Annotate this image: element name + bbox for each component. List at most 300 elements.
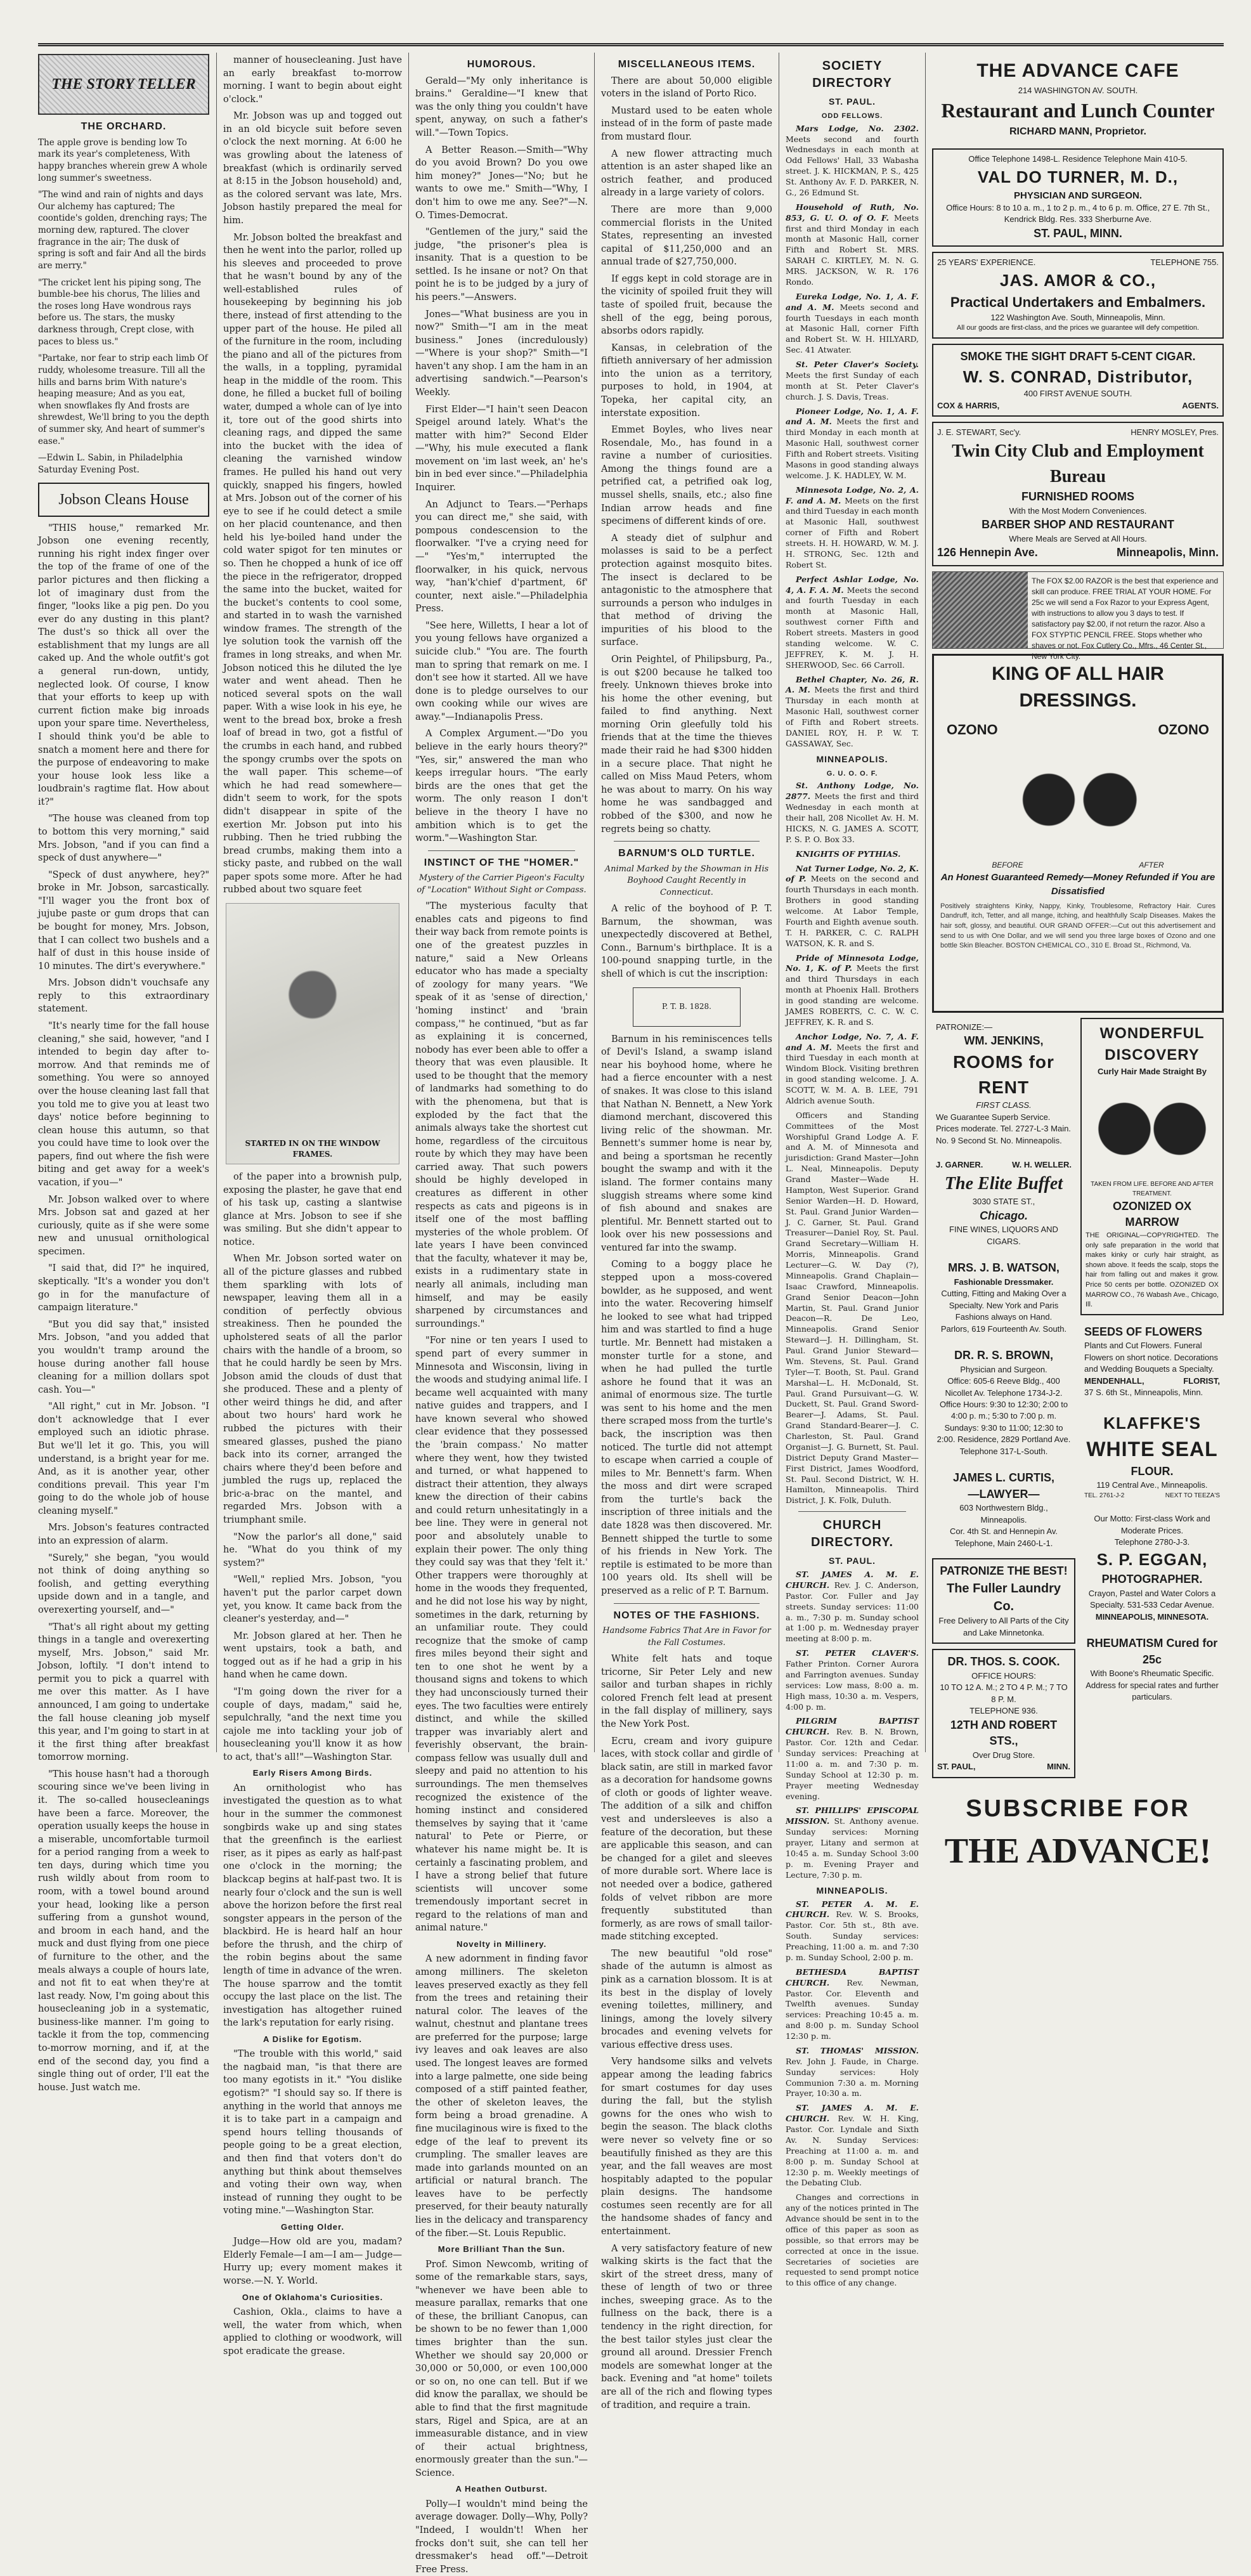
lodge-entry xyxy=(786,292,919,356)
buffet-name: The Elite Buffet xyxy=(944,1173,1063,1194)
church-entry xyxy=(786,1967,919,2042)
early-risers-text: An ornithologist who has investigated the question as to what hour in the summer the commonest songbirds wake up and sing states that the greenfinch is the earliest riser, as it pipes as early as half-past one o'clock in the morning; the blackcap begins at half-past two. It is nearly four o'clock and the sun is well above the horizon before the first real songster appears in the person of the blackbird. He is heard half an hour before the thrush, and the chirp of the robin begins about the same length of time in advance of the wren. The house sparrow and the tomtit occupy the last place on the list. The investigation has altogether ruined the lark's reputation for early rising. xyxy=(223,1783,402,2029)
article-paragraph: "This house hasn't had a thorough scouring since we've been living in it. The so-called housecleanings have been a farce. Moreover, the operation usually keeps the house in a miserable, uncomfortable turmoil for a period ranging from a week to ten days, during which time you rush wildly about from room to room, with a towel bound around your head, looking like a person suffering from a gunshot wound, and broom in each hand, and the muck and dust flying from one piece of furniture to the other, and the meals always a couple of hours late, and not fit to eat when they're at last ready. Now, I'm going about this housecleaning job in a systematic, business-like manner. I'm going to tackle it from the top, commencing to-morrow morning, and if, at the end of the second day, you find a single thing out of order, I'll eat the house. Just watch me. xyxy=(38,1769,209,2093)
article-paragraph: Mrs. Jobson's features contracted into an expression of alarm. xyxy=(38,1523,209,1547)
mpls-churches xyxy=(786,1899,919,2189)
column-ads xyxy=(932,54,1224,1871)
lodge-entry-name: St. Peter Claver's Society. xyxy=(796,360,919,370)
buffet-owner-right: W. H. WELLER. xyxy=(1012,1160,1072,1170)
misc-item: A new flower attracting much attention is an aster shaped like an ostrich feather, and produced already in a large variety of colors. xyxy=(601,148,772,198)
article-paragraph: "Well," replied Mrs. Jobson, "you haven't put the parlor carpet down yet, you know. It came back from the cleaner's yesterday, and—" xyxy=(223,1575,402,1625)
article-paragraph: A very satisfactory feature of new walking skirts is the fact that the skirt of the street dress, many of these of length of two or three inches, sweeping grace. As to the fullness on the back, there is a tendency in the right direction, for the best tailor styles just clear the ground all around. Dressier French models are somewhat longer at the back. Evening and "at home" toilets are all of the rich and flowing types of tradition, and require a train. xyxy=(601,2243,772,2410)
story-teller-banner: THE STORY TELLER xyxy=(38,54,209,115)
church-stpaul: ST. PAUL. xyxy=(828,1556,876,1566)
dr-cook-ad xyxy=(932,1649,1075,1778)
separator xyxy=(428,850,575,851)
dr-brown-ad xyxy=(932,1344,1075,1461)
misc-items xyxy=(601,75,772,836)
society-stpaul: ST. PAUL. xyxy=(828,96,876,107)
brilliant-text: Prof. Simon Newcomb, writing of some of the remarkable stars, says, "whenever we have been able to measure parallax, remarks that one of these, the brilliant Canopus, can be shown to be no fewer than 1,000 times brighter than the sun. Whether we should say 20,000 or 30,000 or 50,000, or even 100,000 or so on, no one can tell. But if we did know the parallax, we should be able to find that the first magnitude stars, Rigel and Spica, are at an immeasurable distance, and in view of their actual brightness, enormously greater than the sun."—Science. xyxy=(415,2259,588,2478)
cook-over: Over Drug Store. xyxy=(972,1750,1035,1760)
ozono-tagline: An Honest Guaranteed Remedy—Money Refunded if You are Dissatisfied xyxy=(940,872,1215,897)
amor-note: All our goods are first-class, and the prices we guarantee will defy competition. xyxy=(956,324,1200,332)
cook-hours-label: OFFICE HOURS: xyxy=(971,1670,1036,1681)
cook-telephone: TELEPHONE 936. xyxy=(969,1706,1038,1716)
article-paragraph: of the paper into a brownish pulp, exposing the plaster, he gave that end of his task up, casting a slantwise glance at Mrs. Jobson to see if she was smiling. But she didn't appear to notice. xyxy=(223,1172,402,1247)
eggan-name: S. P. EGGAN, xyxy=(1096,1550,1208,1570)
article-paragraph: "Now the parlor's all done," said he. "What do you think of my system?" xyxy=(223,1532,402,1568)
church-entry-text: Rev. B. N. Brown, Pastor. Cor. 12th and Cedar. Sunday services: Preaching at 11:00 a. m. and 7:30 p. m. Sunday School at 12:30 p. m. Prayer meeting Wednesday evening. xyxy=(786,1727,919,1801)
article-paragraph: "But you did say that," insisted Mrs. Jobson, "and you added that you wouldn't tramp around the house during another fall house cleaning for a million dollars spot cash. You—" xyxy=(38,1319,209,1395)
egotism-title: A Dislike for Egotism. xyxy=(263,2034,362,2044)
column-rule xyxy=(925,53,926,1752)
ozono-word-left: OZONO xyxy=(947,722,998,738)
eggan-photographer-ad xyxy=(1080,1509,1224,1627)
poem-title: THE ORCHARD. xyxy=(81,121,167,132)
fuller-text: Free Delivery to All Parts of the City and Lake Minnetonka. xyxy=(938,1616,1069,1637)
church-entry-name: ST. PETER CLAVER'S. xyxy=(796,1648,919,1658)
club-city: Minneapolis, Minn. xyxy=(1117,546,1219,559)
article-paragraph: "I'm going down the river for a couple of days, madam," said he, sepulchrally, "and the next time you cajole me into tackling your job of housecleaning you'll know it as how to act, that's all!"—Washington Star. xyxy=(223,1686,402,1762)
novelty-text: A new adornment in finding favor among milliners. The skeleton leaves preserved exactly as they fell from the trees and retaining their natural color. The leaves of the walnut, chestnut and plantane trees are preferred for the purpose; large ivy leaves and oak leaves are also used. The longest leaves are formed into a large palmette, one side being composed of a stiff painted feather, the other of skeleton leaves, the form being a broad grenadine. A fine mucilaginous wire is fixed to the edge of the leaf to prevent its crumpling. The smaller leaves are made into garlands mounted on an artificial or natural branch. The leaves have to be perfectly preserved, for their beauty naturally lies in the delicacy and transparency of the fiber.—St. Louis Republic. xyxy=(415,1954,588,2239)
wonderful-caption: TAKEN FROM LIFE. BEFORE AND AFTER TREATMENT. xyxy=(1091,1181,1214,1197)
seeds-address: 37 S. 6th St., Minneapolis, Minn. xyxy=(1084,1388,1203,1398)
misc-item: Kansas, in celebration of the fiftieth anniversary of her admission into the union as a territory, purposes to hold, in 1904, at Topeka, her capital city, an interstate exposition. xyxy=(601,342,772,419)
odd-fellows: ODD FELLOWS. xyxy=(821,112,883,120)
oklahoma-title: One of Oklahoma's Curiosities. xyxy=(242,2292,384,2302)
doctor-hours: Office Hours: 8 to 10 a. m., 1 to 2 p. m., 4 to 6 p. m. Office, 27 E. 7th St., Kendrick Bldg. Res. 333 Sherburne Ave. xyxy=(946,202,1210,224)
joke-item: Gerald—"My only inheritance is brains." Geraldine—"I knew that was the only thing you couldn't have spent, anyway, on such a father's will."—Town Topics. xyxy=(415,75,588,139)
heathen-text: Polly—I wouldn't mind being the average dowager. Dolly—Why, Polly? "Indeed, I wouldn't! When her frocks don't suit, she can tell her dressmaker's head off."—Detroit Free Press. xyxy=(415,2499,588,2575)
elite-buffet-ad xyxy=(932,1155,1075,1251)
cigar-distributor: W. S. CONRAD, Distributor, xyxy=(963,367,1193,386)
klaffke-tel: TEL. 2761-J-2 xyxy=(1084,1492,1125,1499)
brown-name: DR. R. S. BROWN, xyxy=(954,1349,1053,1362)
curtis-title: —LAWYER— xyxy=(968,1487,1040,1500)
cafe-address: 214 WASHINGTON AV. SOUTH. xyxy=(1018,85,1138,95)
article-paragraph: Mr. Jobson glared at her. Then he went upstairs, took a bath, and togged out as if he had a grip in his hand when he came down. xyxy=(223,1630,402,1681)
cigar-line: SMOKE THE SIGHT DRAFT 5-CENT CIGAR. xyxy=(960,349,1196,363)
eggan-text: Crayon, Pastel and Water Colors a Specialty. 531-533 Cedar Avenue. xyxy=(1088,1588,1216,1610)
church-entry-name: ST. JAMES A. M. E. CHURCH. xyxy=(786,1570,919,1590)
eggan-city: MINNEAPOLIS, MINNESOTA. xyxy=(1095,1611,1209,1622)
lodge-entry xyxy=(786,202,919,288)
wonderful-subtitle: Curly Hair Made Straight By xyxy=(1098,1066,1207,1076)
seeds-title: SEEDS OF FLOWERS xyxy=(1084,1325,1203,1338)
lodge-entry-text: Meets the first and third Monday in each month at Masonic Hall, southwest corner Fifth and Robert streets. Visiting Masons in good standing always welcome. J. K. HADLEY, W. M. xyxy=(786,417,919,480)
egotism-text: "The trouble with this world," said the nagbaid man, "is that there are too many egotists in it." "You dislike egotism?" "I should say so. If there is anything in the world that annoys me it is to take part in a campaign and spend hours telling thousands of people going to be a great election, and then find that voters don't do anything but think about themselves and voting their own way, when instead of running they ought to be voting mine."—Washington Star. xyxy=(223,2049,402,2216)
lodge-entry-text: Meets on the second and fourth Thursdays in each month. Brothers in good standing welcome. At Labor Temple, Fourth and Eighth avenue south. T. H. PARKER, C. C. RALPH WATSON, K. R. and S. xyxy=(786,874,919,948)
seeds-name: MENDENHALL, xyxy=(1084,1376,1144,1386)
lodge-entry-name: KNIGHTS OF PYTHIAS. xyxy=(796,849,901,859)
rooms-title: ROOMS for RENT xyxy=(953,1051,1054,1097)
cook-name: DR. THOS. S. COOK. xyxy=(947,1655,1060,1669)
column-miscellaneous xyxy=(601,54,772,2410)
article-paragraph: Ecru, cream and ivory guipure laces, with stock collar and girdle of black satin, are still in marked favor as a decoration for handsome gowns of cloth or goods of lighter weave. The addition of a silk and chiffon vest and undersleeves is also a feature of the decoration, but these are applicable this season, and can be changed for a gilet and sleeves of more durable sort. Where lace is not needed over a bodice, gathered folds of velvet ribbon are more frequently substituted than formerly, as are rows of small tailor-made stitching excepted. xyxy=(601,1736,772,1942)
misc-item: If eggs kept in cold storage are in the vicinity of spoiled fruit they will taste of spoiled fruit, because the shell of the egg, being porous, absorbs odors rapidly. xyxy=(601,273,772,337)
lodge-entry-name: Bethel Chapter, No. 26, R. A. M. xyxy=(786,674,919,695)
joke-item: "Gentlemen of the jury," said the judge, "the prisoner's plea is insanity. That is a question to be settled. Is he insane or not? On that point he is to be judged by a jury of his peers."—Answers. xyxy=(415,227,588,302)
cook-city: ST. PAUL, xyxy=(937,1762,976,1772)
lodge-entry-text: Meets first and third Monday in each month at Masonic Hall, corner Fifth and Robert St. MRS. SARAH C. KIRTLEY, M. N. G. MRS. JACKSON, W. R. 176 Rondo. xyxy=(786,212,919,287)
grand-lodge-officers: Officers and Standing Committees of the Most Worshipful Grand Lodge A. F. and A. M. of Minnesota and jurisdiction: Grand Master—John L. Neal, Minneapolis. Deputy Grand Master—Wade H. Hampton, West Superior. Grand Senior Warden—H. D. Howard, St. Paul. Grand Junior Warden—J. C. Garner, St. Paul. Grand Treasurer—Daniel Roy, St. Paul. Grand Secretary—William H. Morris, Minneapolis. Grand Lecturer—G. W. Day (?), Minneapolis. Grand Chaplain—Isaac Crawford, Minneapolis. Grand Senior Deacon—John Martin, St. Paul. Grand Junior Deacon—R. De Leo, Minneapolis. Grand Senior Steward—J. H. Dillingham, St. Paul. Grand Junior Steward—Wm. Stevens, St. Paul. Grand Tyler—T. Booth, St. Paul. Grand Marshal—L. H. McDonald, St. Paul. Grand Pursuivant—G. W. Duckett, St. Paul. Grand Sword-Bearer—J. Adams, St. Paul. Grand Standard-Bearer—J. C. Charleston, St. Paul. Grand Organist—J. G. Burnett, St. Paul. District Deputy Grand Master—First District, James Woodford, St. Paul. Second District, W. H. Hamilton, Minneapolis. Third District, J. K. Folk, Duluth. xyxy=(786,1110,919,1506)
closing-note: Changes and corrections in any of the notices printed in The Advance should be sent in to the office of this paper as soon as possible, so that errors may be corrected at once in the issue. Secretaries of societies are requested to send prompt notice to this office of any change. xyxy=(786,2192,919,2288)
club-rooms: FURNISHED ROOMS xyxy=(1021,490,1134,504)
joke-item: Jones—"What business are you in now?" Smith—"I am in the meat business." Jones (incredulously)—"Where is your shop?" Smith—"I haven't any shop. I am the ham in an advertising sandwich."—Pearson's Weekly. xyxy=(415,309,588,398)
subscribe-banner xyxy=(932,1792,1224,1877)
cigar-agents-label: AGENTS. xyxy=(1182,400,1219,410)
church-entry-name: ST. JAMES A. M. E. CHURCH. xyxy=(786,2103,919,2124)
misc-item: There are about 50,000 eligible voters in the island of Porto Rico. xyxy=(601,75,772,100)
lodge-entry-text: Meets on the first and third Tuesday in each month at Masonic Hall, southwest corner of Fifth and Robert streets. H. H. HOWARD, W. M. J. H. STRONG, Sec. 12th and Robert St. xyxy=(786,495,919,569)
watson-title: Fashionable Dressmaker. xyxy=(954,1277,1054,1287)
doctor-name: VAL DO TURNER, M. D., xyxy=(977,167,1179,186)
illustration-caption: STARTED IN ON THE WINDOW FRAMES. xyxy=(245,1138,380,1159)
joke-item: A Complex Argument.—"Do you believe in the early hours theory?" "Yes, sir," answered the man who keeps irregular hours. "The early birds are the ones that get the worm. The only reason I don't believe in the theory I have no ambition which is to get the worm."—Washington Star. xyxy=(415,729,588,844)
poem-stanza: —Edwin L. Sabin, in Philadelphia Saturday Evening Post. xyxy=(38,453,183,475)
lodge-entry-name: St. Anthony Lodge, No. 2877. xyxy=(786,781,919,802)
klaffke-flour: FLOUR. xyxy=(1131,1464,1174,1478)
brilliant-title: More Brilliant Than the Sun. xyxy=(438,2244,566,2254)
society-minneapolis: MINNEAPOLIS. xyxy=(816,753,888,764)
klaffke-address: 119 Central Ave., Minneapolis. xyxy=(1096,1480,1208,1490)
poem-stanza: "The wind and rain of nights and days Our alchemy has captured; The coontide's golden, drenching rays; The morning dew, raptured. The clover fragrance in the air; The dusk of spring is soft and fair And all the birds are merry." xyxy=(38,190,207,271)
church-entry-name: ST. THOMAS' MISSION. xyxy=(796,2045,919,2055)
cafe-name: THE ADVANCE CAFE xyxy=(976,60,1179,81)
article-paragraph: Mr. Jobson bolted the breakfast and then he went into the parlor, rolled up his sleeves and proceeded to prove that he wasn't bound by any of the well-established rules of housekeeping by beginning his job there, instead of first attending to the upper part of the house. He piled all of the furniture in the room, including the piano and all of the pictures from the walls, in a toppling, pyramidal heap in the middle of the room. This done, he filled a bucket full of boiling water, dumped a whole can of lye into it, tore out of the good shirts into cleaning rags, and dipped the same into the bucket with the idea of cleaning the varnished window frames. He pulled his hand out very quickly, snapped his fingers, howled at Mrs. Jobson out of the corner of his eye to see if he could detect a smile on her placid countenance, and then held his lye-boiled hand under the cold water spigot for ten minutes or so. Then he chopped a hunk of ice off the piece in the refrigerator, dropped the same into the bucket, waited for the bucket's contents to cool some, and started in to wash the varnished window frames. The strength of the lye solution took the varnish off the frames in long streaks, and when Mr. Jobson noticed this he diluted the lye water and went ahead. Then he noticed several spots on the wall paper. With a wise look in his eye, he went to the bread box, broke a fresh loaf of bread in two, got a fistful of the crumbs in each hand, and rubbed the spongy crumbs over the spots on the wall paper. This scheme—of which he had read somewhere—didn't seem to work, for the spots didn't disappear in spite of the exertion Mr. Jobson put into his rubbing. Then he tried rubbing the bread crumbs, making them into a sticky paste, and rubbed on the wall paper spots some more. After he had rubbed about two square feet xyxy=(223,232,402,895)
church-entry-name: PILGRIM BAPTIST CHURCH. xyxy=(786,1716,919,1737)
church-entry xyxy=(786,1570,919,1644)
misc-item: A steady diet of sulphur and molasses is said to be a perfect protection against mosquito bites. The insect is declared to be antagonistic to the atmosphere that surrounds a person who indulges in that method of driving the impurities of his blood to the surface. xyxy=(601,533,772,648)
cigar-address: 400 FIRST AVENUE SOUTH. xyxy=(1023,389,1132,399)
lodge-entry xyxy=(786,849,919,860)
fuller-laundry-ad xyxy=(932,1558,1075,1644)
doctor-city: ST. PAUL, MINN. xyxy=(1034,226,1122,240)
lodge-entry-text: Meets the first and third Wednesday in each month at their hall, 208 Nicollet Av. H. M. HICKS, N. G. JAMES A. SCOTT, P. S. P. O. Box 33. xyxy=(786,791,919,844)
doctor-title: PHYSICIAN AND SURGEON. xyxy=(1014,190,1142,201)
fashion-article xyxy=(601,1653,772,2412)
jobson-continued xyxy=(223,54,402,897)
lodge-entry xyxy=(786,407,919,481)
club-president: HENRY MOSLEY, Pres. xyxy=(1131,427,1219,438)
article-paragraph: When Mr. Jobson sorted water on all of the picture glasses and rubbed them sparkling with lots of newspaper, leaving them all in a condition of perfectly obvious streakiness. Then he pounded the upholstered seats of all the parlor chairs with the handle of a broom, so that he could hardly be seen by Mrs. Jobson amid the clouds of dust that she produced. These and a plenty of other weird things he did, and after about two hours' hard work he rubbed the pictures with their smeared glasses, pushed the piano back into its corner, arranged the chairs where they'd been before and jumbled the rugs up, replaced the bric-a-brac on the mantel, and regarded Mrs. Jobson with a triumphant smile. xyxy=(223,1254,402,1526)
club-hours: Where Meals are Served at All Hours. xyxy=(1009,533,1147,543)
article-paragraph: "All right," cut in Mr. Jobson. "I don't acknowledge that I ever employed such an idiotic phrase. But we'll let it go. This, you will understand, is a bright year for me. And, as it is another year, other conditions prevail. This year I'm going to do the whole job of house cleaning myself." xyxy=(38,1402,209,1516)
lodge-entry-name: Pride of Minnesota Lodge, No. 1, K. of P. xyxy=(786,953,919,973)
razor-image xyxy=(933,572,1028,648)
church-entry-text: Rev. J. C. Anderson, Pastor. Cor. Fuller and Jay streets. Sunday services: 11:00 a. m., 7:30 p. m. Sunday school at 1:00 p. m. Wednesday prayer meeting at 8:00 p. m. xyxy=(786,1580,919,1644)
seeds-role: FLORIST, xyxy=(1183,1376,1220,1386)
lodge-entry xyxy=(786,1032,919,1107)
homer-article xyxy=(415,900,588,1935)
club-name: Twin City Club and Employment Bureau xyxy=(952,441,1204,486)
article-paragraph: "THIS house," remarked Mr. Jobson one evening recently, running his right index finger over the top of the frame of one of the parlor pictures and then flicking a lot of imaginary dust from the finger, "looks like a pig pen. Do you ever do any dusting in this plant? The dust's so thick all over the establishment that my lungs are all caked up. And the whole outfit's got a general run-down, untidy, neglected look. Of course, I know that your efforts to keep up with current fiction make big inroads upon your spare time. Nevertheless, I should think you'd be able to snatch a moment here and there for the purpose of endeavoring to make your house look less like a loudbrain's ragtime flat. How about it?" xyxy=(38,523,209,807)
church-entry-text: Rev. W. H. King, Pastor. Cor. Lyndale and Sixth Av. N. Sunday Services: Preaching at 11:00 a. m. and 8:00 p. m. Sunday School at 12:30 p. m. Weekly meetings of the Debating Club. xyxy=(786,2114,919,2188)
column-rule xyxy=(594,53,595,1752)
lodge-entry-text: Meets second and fourth Tuesdays in each month at Masonic Hall, corner Fifth and Robert St. W. H. HILYARD, Sec. 41 Atwater. xyxy=(786,302,919,355)
advance-cafe-ad xyxy=(932,54,1224,143)
cook-address: 12TH AND ROBERT STS., xyxy=(950,1718,1058,1748)
curtis-telephone: Telephone, Main 2460-L-1. xyxy=(954,1538,1053,1548)
buffet-goods: FINE WINES, LIQUORS AND CIGARS. xyxy=(949,1225,1058,1246)
razor-text: The FOX $2.00 RAZOR is the best that experience and skill can produce. FREE TRIAL AT YOUR HOME. For 25c we will send a Fox Razor to your Express Agent, with instructions to allow you 3 days to test. If satisfactory pay $2.00, if not return the razor. Also a FOX STYPTIC PENCIL FREE. Stops whether who shaves or not. Fox Cutlery Co., Mfrs., 46 Center St., New York City. xyxy=(1032,576,1219,661)
lodge-entry-text: Meets the first Sunday of each month at St. Peter Claver's church. J. S. Davis, Treas. xyxy=(786,370,919,401)
amor-name: JAS. AMOR & CO., xyxy=(999,270,1157,290)
eggan-role: PHOTOGRAPHER. xyxy=(1101,1573,1203,1586)
subscribe-line-2: THE ADVANCE! xyxy=(944,1831,1212,1871)
poem-stanza: The apple grove is bending low To mark its year's completeness, With happy branches wherein grew A whole long summer's sweetness. xyxy=(38,137,207,183)
article-paragraph: Very handsome silks and velvets appear among the leading fabrics for smart costumes for day uses during the fall, but the stylish gowns for the ones who wish to begin the season. The black cloths were never so velvety fine or so beautifully finished as they are this year, and the fall weaves are most hospitably adapted to the popular plain designs. The handsome costumes seen recently are for all the handsome shades of fancy and entertainment. xyxy=(601,2057,772,2237)
misc-item: Orin Peightel, of Philipsburg, Pa., is out $200 because he talked too freely. Unknown thieves broke into his home the other evening, but failed to find anything. Next morning Orin gleefully told his friends that at the time the thieves made their raid he had $300 hidden in a secure place. That night he called on Miss Maud Peters, whom he was about to marry. On his way home he was sandbagged and robbed of the $300, and now he regrets being so chatty. xyxy=(601,654,772,835)
church-entry-text: Rev. John J. Faude, in Charge. Sunday services: Holy Communion 7:30 a. m. Morning Prayer, 10:30 a. m. xyxy=(786,2056,919,2098)
rooms-class: FIRST CLASS. xyxy=(976,1100,1032,1110)
oklahoma-text: Cashion, Okla., claims to have a well, the water from which, when applied to clothing or woodwork, will spot eradicate the grease. xyxy=(223,2307,402,2357)
turtle-intro: A relic of the boyhood of P. T. Barnum, the showman, was unexpectedly discovered at Bethel, Conn., Barnum's birthplace. It is a 100-pound snapping turtle, in the shell of which is cut the inscription: xyxy=(601,904,772,980)
buffet-city: Chicago. xyxy=(979,1209,1028,1222)
klaffke-product: WHITE SEAL xyxy=(1086,1437,1218,1460)
newspaper-page xyxy=(38,43,1224,2575)
eggan-motto: Our Motto: First-class Work and Moderate Prices. xyxy=(1094,1514,1210,1535)
seeds-text: Plants and Cut Flowers. Funeral Flowers on short notice. Decorations and Wedding Bouquets a Specialty. xyxy=(1084,1341,1218,1374)
article-paragraph: Mrs. Jobson didn't vouchsafe any reply to this extraordinary statement. xyxy=(38,978,209,1015)
older-title: Getting Older. xyxy=(281,2221,344,2232)
curtis-lawyer-ad xyxy=(932,1466,1075,1553)
church-entry-name: ST. PHILLIPS' EPISCOPAL MISSION. xyxy=(786,1805,919,1826)
column-rule xyxy=(216,53,217,1752)
humorous-title: HUMOROUS. xyxy=(467,59,536,70)
stpaul-churches xyxy=(786,1570,919,1881)
ozono-title: KING OF ALL HAIR DRESSINGS. xyxy=(992,663,1164,712)
watson-dressmaker-ad xyxy=(932,1256,1075,1339)
buffet-owner-left: J. GARNER. xyxy=(936,1160,983,1170)
church-entry xyxy=(786,1899,919,1963)
club-address: 126 Hennepin Ave. xyxy=(937,546,1038,559)
church-entry xyxy=(786,1648,919,1712)
church-title: CHURCH DIRECTORY. xyxy=(810,1518,894,1550)
lodge-entry-name: Eureka Lodge, No. 1, A. F. and A. M. xyxy=(786,291,919,312)
rooms-ad xyxy=(932,1018,1075,1150)
doctor-turner-ad xyxy=(932,148,1224,247)
amor-tagline: Practical Undertakers and Embalmers. xyxy=(950,294,1206,310)
church-entry xyxy=(786,1805,919,1880)
watson-name: MRS. J. B. WATSON, xyxy=(948,1261,1060,1275)
misc-item: Emmet Boyles, who lives near Rosendale, Mo., has found in a ravine a number of curiosities. Among the things found are a petrified cat, a petrified oak log, mussel shells, snails, etc.; also fine Indian arrow heads and fine specimens of different kinds of ore. xyxy=(601,425,772,527)
article-paragraph: "Surely," she began, "you would not think of doing anything so foolish, and getting everything upside down and in a tangle, and overexerting yourself, and—" xyxy=(38,1552,209,1615)
fuller-patronize: PATRONIZE THE BEST! xyxy=(940,1564,1068,1578)
homer-title: INSTINCT OF THE "HOMER." xyxy=(424,857,580,868)
poem-stanza: "The cricket lent his piping song, The bumble-bee his chorus, The lilies and the roses long Have wondrous rays before us. The stars, the musky darkness through, Crept close, with paces to bless us." xyxy=(38,277,202,347)
separator xyxy=(614,841,760,842)
lodge-entry xyxy=(786,864,919,949)
separator xyxy=(614,1603,760,1604)
novelty-title: Novelty in Millinery. xyxy=(456,1939,547,1949)
church-entry xyxy=(786,2103,919,2189)
window-frames-illustration xyxy=(226,903,399,1164)
guo-heading: G. U. O. O. F. xyxy=(826,769,878,777)
twin-city-club-ad xyxy=(932,422,1224,566)
article-paragraph: "The house was cleaned from top to bottom this very morning," said Mrs. Jobson, "and if you can find a speck of dust anywhere—" xyxy=(38,814,209,864)
lodge-entry-text: Meets the first and third Tuesday in each month at Windom Block. Visiting brethren in good standing welcome. J. A. SCOTT, W. M. A. B. LEE, 791 Aldrich avenue South. xyxy=(786,1042,919,1105)
article-paragraph: "I said that, did I?" he inquired, skeptically. "It's a wonder you don't go in for the manufacture of campaign literature." xyxy=(38,1263,209,1313)
lodge-entry xyxy=(786,781,919,845)
separator xyxy=(798,1511,906,1512)
fashion-title: NOTES OF THE FASHIONS. xyxy=(613,1610,760,1621)
joke-item: "See here, Willetts, I hear a lot of you young fellows have organized a suicide club." "You are. The fourth man to spring that remark on me. I don't see how it started. All we have done is to pledge ourselves to our own cooking while our wives are away."—Indianapolis Press. xyxy=(415,620,588,722)
club-secretary: J. E. STEWART, Sec'y. xyxy=(937,427,1021,438)
klaffke-name: KLAFFKE'S xyxy=(1103,1413,1201,1433)
column-society xyxy=(786,54,919,2288)
lodge-entry-name: Nat Turner Lodge, No. 2, K. of P. xyxy=(786,863,919,884)
cafe-owner: RICHARD MANN, Proprietor. xyxy=(1009,126,1146,138)
article-paragraph: manner of housecleaning. Just have an early breakfast to-morrow morning. I want to begin about eight o'clock." xyxy=(223,55,402,105)
turtle-title: BARNUM'S OLD TURTLE. xyxy=(618,848,755,859)
subscribe-line-1: SUBSCRIBE FOR xyxy=(966,1795,1190,1822)
watson-address: Parlors, 619 Fourteenth Av. South. xyxy=(940,1324,1067,1334)
heathen-title: A Heathen Outburst. xyxy=(455,2484,548,2494)
ozono-word-right: OZONO xyxy=(1158,722,1209,738)
rheumatism-ad xyxy=(1080,1632,1224,1707)
society-title: SOCIETY DIRECTORY xyxy=(812,59,892,90)
turtle-para: Barnum in his reminiscences tells of Devil's Island, a swamp island near his boyhood home, where he had a fierce encounter with a nest of snakes. It was close to this island that Nathan N. Bennett, a New York diamond merchant, discovered this living relic of the showman. Mr. Bennett's summer home is near by, and being a sportsman he recently bought the swamp and with it the island. The former contains many sluggish streams where some kind of fish abound and snakes are plentiful. Mr. Bennett started out to look over his new possessions and ventured far into the swamp. xyxy=(601,1034,772,1253)
wonderful-body: THE ORIGINAL—COPYRIGHTED. The only safe preparation in the world that makes kinky or curly hair straight, as shown above. It feeds the scalp, stops the hair from falling out and makes it grow. Price 50 cents per bottle. OZONIZED OX MARROW CO., 76 Wabash Ave., Chicago, Ill. xyxy=(1086,1231,1219,1309)
poem xyxy=(38,137,209,476)
lodge-entry xyxy=(786,485,919,571)
turtle-subtitle: Animal Marked by the Showman in His Boyhood Caught Recently in Connecticut. xyxy=(604,864,769,897)
mpls-lodges xyxy=(786,781,919,1106)
flower-seeds-ad xyxy=(1080,1320,1224,1403)
lodge-entry-name: Pioneer Lodge, No. 1, A. F. and A. M. xyxy=(786,406,919,427)
column-humorous xyxy=(415,54,588,2575)
column-jobson-cont xyxy=(223,54,402,2357)
rheumatism-title: RHEUMATISM Cured for 25c xyxy=(1086,1637,1218,1666)
lodge-entry-name: Mars Lodge, No. 2302. xyxy=(796,123,919,133)
before-after-faces xyxy=(1005,746,1151,854)
fuller-name: The Fuller Laundry Co. xyxy=(946,1581,1061,1614)
early-risers-title: Early Risers Among Birds. xyxy=(252,1768,373,1778)
lodge-entry-name: Anchor Lodge, No. 7, A. F. and A. M. xyxy=(786,1031,919,1052)
church-entry-text: St. Anthony avenue. Sunday services: Morning prayer, Litany and sermon at 10:45 a. m. Sunday School 3:00 p. m. Evening Prayer and Lecture, 7:30 p. m. xyxy=(786,1816,919,1880)
article-paragraph: "It's nearly time for the fall house cleaning," she said, however, "and I intended to begin day after to-morrow. And that reminds me of something. You were so annoyed over the house cleaning last fall that you told me to give you at least two days' notice before beginning to clean house this autumn, so that you could have time to look over the papers, find out where the fish were biting and get away for a week's vacation, if you—" xyxy=(38,1021,209,1188)
fox-razor-ad xyxy=(932,571,1224,661)
cigar-agents-name: COX & HARRIS, xyxy=(937,400,1000,410)
poem-stanza: "Partake, nor fear to strip each limb Of ruddy, wholesome treasure. Till all the hills and barns brim With nature's heaping measure; And as you eat, when snowflakes fly And frosts are shrewdest, We'll bring to you the depth of summer sky, And heart of summer's ease." xyxy=(38,353,210,446)
turtle-inscription: P. T. B. 1828. xyxy=(633,987,741,1027)
article-paragraph: Mr. Jobson was up and togged out in an old bicycle suit before seven o'clock the next morning. At 6:00 he was growling about the lateness of breakfast (which is ordinarily served at 8:15 in the Jobson household) and, as the colored servant was late, Mrs. Jobson hastily prepared the meal for him. xyxy=(223,111,402,226)
ozono-after: AFTER xyxy=(1139,861,1164,870)
jobson-after xyxy=(223,1171,402,1764)
rooms-name: WM. JENKINS, xyxy=(964,1034,1044,1048)
cigar-ad xyxy=(932,344,1224,417)
jobson-article xyxy=(38,522,209,2095)
buffet-address: 3030 STATE ST., xyxy=(972,1197,1035,1207)
rooms-text: We Guarantee Superb Service. Prices moderate. Tel. 2727-L-3 Main. No. 9 Second St. No. Minneapolis. xyxy=(936,1112,1071,1145)
humorous-items xyxy=(415,75,588,845)
church-entry-name: ST. PETER A. M. E. CHURCH. xyxy=(786,1899,919,1920)
lodge-entry xyxy=(786,124,919,198)
doctor-phones: Office Telephone 1498-L. Residence Telephone Main 410-5. xyxy=(968,154,1188,164)
curtis-name: JAMES L. CURTIS, xyxy=(952,1471,1054,1485)
lodge-entry-text: Meets the first and third Thursday in each month at Masonic Hall, southwest corner of Fifth and Robert streets. DANIEL ROY, H. P. W. T. GASSAWAY, Sec. xyxy=(786,685,919,748)
amor-experience: 25 YEARS' EXPERIENCE. xyxy=(937,257,1036,268)
jobson-title: Jobson Cleans House xyxy=(38,483,209,517)
curtis-corner: Cor. 4th St. and Hennepin Av. xyxy=(949,1526,1058,1537)
lodge-entry-name: Household of Ruth, No. 853, G. U. O. of O. F. xyxy=(786,202,919,223)
church-entry-text: Rev. W. S. Brooks, Pastor. Cor. 5th st., 8th ave. South. Sunday services: Preaching, 11:00 a. m. and 7:30 p. m. Sunday School, 2:00 p. m. xyxy=(786,1909,919,1962)
church-minneapolis: MINNEAPOLIS. xyxy=(816,1885,888,1896)
article-paragraph: "The mysterious faculty that enables cats and pigeons to find their way back from remote points is one of the greatest puzzles in nature," said a New Orleans educator who has made a specialty of zoology for many years. "We speak of it as 'sense of direction,' 'homing instinct' and 'brain compass,'" he continued, "but as far as explaining it is concerned, nobody has ever been able to offer a theory that was even plausible. It used to be thought that the memory of landmarks had something to do with the phenomena, but that is exploded by the fact that the animals always take the shortest cut home, regardless of the circuitous route by which they may have been carried away. That such powers should be highly developed in creatures as different in other respects as cats and pigeons is in itself one of the most baffling mysteries of the whole problem. Of late years I have been convinced that the faculty, whatever it may be, exists in a rudimentary state in nearly all animals, including man himself, and may be easily sharpened by circumstances and surroundings." xyxy=(415,901,588,1329)
klaffke-flour-ad xyxy=(1080,1408,1224,1505)
article-paragraph: "Speck of dust anywhere, hey?" broke in Mr. Jobson, sarcastically. "I'll wager you the front box of jujube paste or gum drops that can be bought for money, Mrs. Jobson, that I can collect two bushels and a half of dust in this house inside of 10 minutes. The dirt's everywhere." xyxy=(38,869,209,972)
church-entry-text: Rev. Newman, Pastor. Cor. Eleventh and Twelfth avenues. Sunday services: Preaching 10:45 a. m. and 8:00 p. m. Sunday School 12:30 p. m. xyxy=(786,1977,919,2041)
wonderful-discovery-ad xyxy=(1080,1018,1224,1315)
article-paragraph: White felt hats and toque tricorne, Sir Peter Lely and new sailor and turban shapes in richly colored French felt lead at present in the fall display of millinery, says the New York Post. xyxy=(601,1654,772,1730)
church-entry xyxy=(786,1716,919,1802)
older-text: Judge—How old are you, madam? Elderly Female—I am—I am— Judge—Hurry up; every moment makes it worse.—N. Y. World. xyxy=(223,2237,402,2287)
lodge-entry xyxy=(786,575,919,671)
curtis-address: 603 Northwestern Bldg., Minneapolis. xyxy=(959,1503,1048,1525)
misc-item: There are more than 9,000 commercial florists in the United States, representing an invested capital of $11,250,000 and an annual trade of $27,750,000. xyxy=(601,204,772,268)
klaffke-next: NEXT TO TEEZA'S xyxy=(1165,1492,1220,1499)
cook-state: MINN. xyxy=(1047,1762,1070,1772)
club-barber: BARBER SHOP AND RESTAURANT xyxy=(982,518,1174,531)
eggan-telephone: Telephone 2780-J-3. xyxy=(1114,1537,1190,1547)
brown-title: Physician and Surgeon. xyxy=(960,1364,1047,1374)
column-rule xyxy=(408,53,409,1752)
ads-left-stack xyxy=(932,1018,1075,1783)
lodge-entry xyxy=(786,953,919,1028)
ads-two-column xyxy=(932,1018,1224,1783)
article-paragraph: Mr. Jobson walked over to where Mrs. Jobson sat and gazed at her curiously, quite as if she were some new and unusual ornithological specimen. xyxy=(38,1194,209,1257)
misc-title: MISCELLANEOUS ITEMS. xyxy=(618,59,756,70)
ozono-before: BEFORE xyxy=(992,861,1023,870)
church-entry xyxy=(786,2046,919,2099)
joke-item: First Elder—"I hain't seen Deacon Speigel around lately. What's the matter with him?" Second Elder—"Why, his mule executed a flank movement on 'im last week, an' he's bin in bed ever since."—Philadelphia Inquirer. xyxy=(415,404,588,493)
wonderful-title: WONDERFUL DISCOVERY xyxy=(1099,1024,1205,1064)
cook-hours: 10 TO 12 A. M.; 2 TO 4 P. M.; 7 TO 8 P. M. xyxy=(940,1682,1068,1704)
brown-text: Office: 605-6 Reeve Bldg., 400 Nicollet Av. Telephone 1734-J-2. Office Hours: 9:30 to 12:30; 2:00 to 4:00 p. m.; 5:30 to 7:00 p. m. Sundays: 9:30 to 11:00; 12:30 to 2:00. Residence, 2829 Portland Ave. Telephone 317-L-South. xyxy=(937,1376,1071,1456)
homer-subtitle: Mystery of the Carrier Pigeon's Faculty of "Location" Without Sight or Compass. xyxy=(417,873,587,895)
lodge-entry-name: Perfect Ashlar Lodge, No. 4, A. F. A. M. xyxy=(786,574,919,595)
cafe-tagline: Restaurant and Lunch Counter xyxy=(941,99,1215,122)
rheumatism-text: With Boone's Rheumatic Specific. Address for special rates and further particulars. xyxy=(1086,1669,1219,1702)
club-conveniences: With the Most Modern Conveniences. xyxy=(1009,505,1147,516)
before-after-heads xyxy=(1089,1081,1215,1176)
amor-address: 122 Washington Ave. South, Minneapolis, Minn. xyxy=(990,312,1165,322)
church-entry-text: Father Printon. Corner Aurora and Farrington avenues. Sunday services: Low mass, 8:00 a. m. High mass, 10:30 a. m. Vespers, 4:00 p. m. xyxy=(786,1659,919,1712)
lodge-entry-text: Meets the second and fourth Tuesday in each month at Masonic Hall, southwest corner Fifth and Robert streets. Masters in good standing welcome. W. C. JEFFREY, K. M. J. H. SHERWOOD, Sec. 66 Carroll. xyxy=(786,585,919,670)
amor-undertakers-ad xyxy=(932,252,1224,339)
article-paragraph: The new beautiful "old rose" shade of the autumn is almost as pink as a carnation blossom. It is at its best in the display of lovely evening toilettes, millinery, and linings, among the lovely silvery brocades and evening velvets for various effective dress uses. xyxy=(601,1948,772,2050)
stpaul-lodges xyxy=(786,124,919,750)
lodge-entry-text: Meets the first and third Thursdays in each month at Phoenix Hall. Brothers in good standing are welcome. JAMES ROBERTS, C. C. W. C. JEFFREY, K. R. and S. xyxy=(786,963,919,1027)
lodge-entry xyxy=(786,360,919,403)
rooms-patronize: PATRONIZE:— xyxy=(936,1022,993,1032)
article-paragraph: "For nine or ten years I used to spend part of every summer in Minnesota and Wisconsin, living in the woods and studying animal life. I became well acquainted with many native guides and trappers, and I have known several who showed clear evidence that they possessed the 'brain compass.' No matter where they went, how they twisted and turned, or what happened to distract their attention, they always knew the direction of their cabins and could return unhesitatingly in a bee line. They were in general not poor and absolutely unable to explain their power. The only thing they could say was that they 'felt it.' Other trappers were thoroughly at home in the woods they frequented, and he did not lose his way by night, sometimes in the dark, returning by an unfamiliar route. They could recognize that the smoke of camp fires miles beyond their sight and ten to one shot he went by a thousand signs and tokens to which they had unconsciously turned their eyes. The two faculties were entirely distinct, and while the skilled trapper was invariably alert and feverishly observant, the brain-compass fellow was usually dull and sleepy and paid no attention to his surroundings. The men themselves recognized the existence of the homing instinct and considered themselves by saying that it 'came natural' to Pete or Pierre, or whatever his name might be. It is certainly a fascinating problem, and I have a strong belief that future scientists will uncover some tremendously important secret in regard to the relations of man and animal nature." xyxy=(415,1336,588,1934)
ozono-hair-ad xyxy=(932,654,1224,1013)
wonderful-product: OZONIZED OX MARROW xyxy=(1112,1199,1191,1229)
lodge-entry-name: Minnesota Lodge, No. 2, A. F. and A. M. xyxy=(786,485,919,505)
joke-item: An Adjunct to Tears.—"Perhaps you can direct me," she said, with pompous condescension to the floorwalker. "I've a crying need for—" "Yes'm," interrupted the floorwalker, in his quick, nervous way, "han'k'chief d'partment, 6f' counter, next aisle."—Philadelphia Press. xyxy=(415,499,588,615)
article-paragraph: "That's all right about my getting things in a tangle and overexerting myself, Mrs. Jobson," said Mr. Jobson, loftily. "I don't intend to permit you to pick a quarrel with me over this matter. As I have announced, I am going to undertake the fall house cleaning job myself this year, and I'm going to start in at it the first thing after breakfast tomorrow morning. xyxy=(38,1622,209,1763)
amor-telephone: TELEPHONE 755. xyxy=(1150,257,1219,268)
ozono-body: Positively straightens Kinky, Nappy, Kinky, Troublesome, Refractory Hair. Cures Dandruff, itch, Tetter, and all mange, itching, and healthfully Scalp Diseases. Makes the hair soft, glossy, and beautiful. OUR GRAND OFFER:—Cut out this advertisement and send to us with One Dollar, and we will send you three large boxes of Ozono and one bottle Skin Bleacher. BOSTON CHEMICAL CO., 310 E. Broad St., Richmond, Va. xyxy=(940,902,1215,950)
turtle-para: Coming to a boggy place he stepped upon a moss-covered bowlder, as he supposed, and went into the water. Recovering himself he looked to see what had tripped him and was startled to find a huge turtle. Mr. Bennett had mistaken a monster turtle for a stone, and when he had pulled the turtle ashore he found that it was an animal of enormous size. The turtle was sent to his home and the men there scraped moss from the turtle's back, the inscription was then noticed. The turtle did not attempt to escape when carried a couple of miles to Mr. Bennett's farm. When the moss and dirt were scraped from the turtle's back the inscription of three initials and the date 1828 was then discovered. Mr. Bennett shipped the turtle to some of his friends in New York. The reptile is estimated to be more than 100 years old. Its shell will be preserved as a relic of P. T. Barnum. xyxy=(601,1259,772,1596)
lodge-entry xyxy=(786,675,919,750)
joke-item: A Better Reason.—Smith—"Why do you avoid Brown? Do you owe him money?" Jones—"No; but he wants to owe me." Smith—"Why, I don't him to owe me any. See?"—N. O. Times-Democrat. xyxy=(415,145,588,221)
church-entry-name: BETHESDA BAPTIST CHURCH. xyxy=(786,1967,919,1987)
misc-item: Mustard used to be eaten whole instead of in the form of paste made from mustard flour. xyxy=(601,105,772,143)
ads-right-stack xyxy=(1080,1018,1224,1783)
